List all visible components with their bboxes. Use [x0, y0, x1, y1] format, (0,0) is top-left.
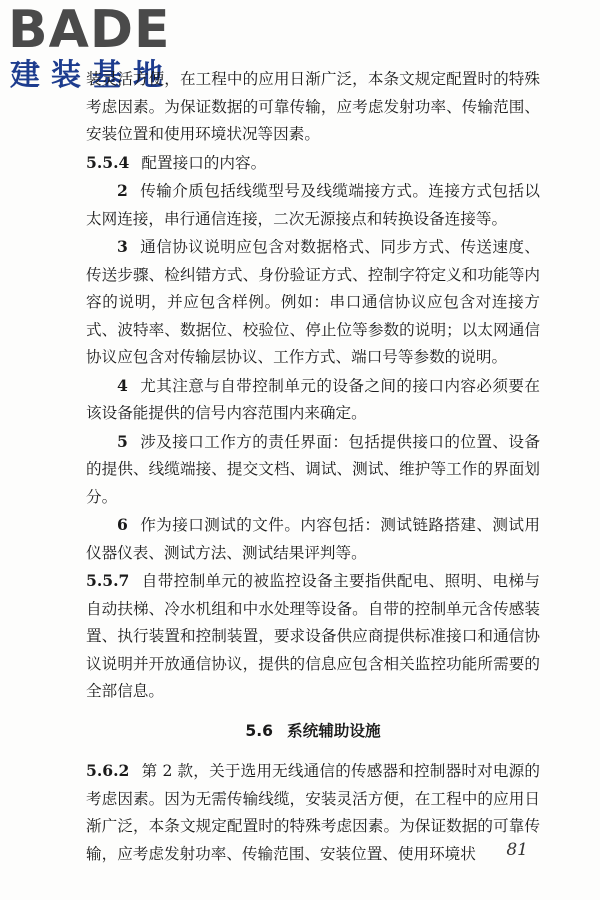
paragraph-continued: 装灵活方便，在工程中的应用日渐广泛，本条文规定配置时的特殊考虑因素。为保证数据的可靠传输，应考虑发射功率、传输范围、安装位置和使用环境状况等因素。	[86, 70, 540, 143]
item-number: 4	[117, 375, 128, 395]
item-6	[86, 511, 540, 567]
section-number: 5.6	[245, 721, 274, 740]
clause-5-5-7	[86, 567, 540, 706]
item-text: 作为接口测试的文件。内容包括：测试链路搭建、测试用仪器仪表、测试方法、测试结果评判等。	[86, 516, 540, 562]
item-4	[86, 372, 540, 428]
clause-text: 配置接口的内容。	[141, 153, 267, 172]
item-number: 5	[117, 431, 128, 451]
body-text	[86, 66, 540, 868]
clause-number: 5.5.7	[86, 571, 130, 590]
item-text: 涉及接口工作方的责任界面：包括提供接口的位置、设备的提供、线缆端接、提交文档、调试、测试、维护等工作的界面划分。	[86, 432, 540, 506]
logo-subtitle: 建装基地	[10, 58, 174, 93]
clause-text: 第 2 款，关于选用无线通信的传感器和控制器时对电源的考虑因素。因为无需传输线缆，安装灵活方便，在工程中的应用日渐广泛，本条文规定配置时的特殊考虑因素。为保证数据的可靠传输，应考虑发射功率、传输范围、安装位置、使用环境状	[86, 762, 540, 863]
section-heading	[86, 718, 540, 746]
clause-5-6-2	[86, 757, 540, 868]
item-3	[86, 233, 540, 372]
clause-number: 5.5.4	[86, 152, 130, 172]
item-number: 3	[117, 237, 128, 256]
item-2	[86, 177, 540, 233]
item-text: 通信协议说明应包含对数据格式、同步方式、传送速度、传送步骤、检纠错方式、身份验证方式、控制字符定义和功能等内容的说明，并应包含样例。例如：串口通信协议应包含对连接方式、波特率、数据位、校验位、停止位等参数的说明；以太网通信协议应包含对传输层协议、工作方式、端口号等参数的说明。	[86, 238, 540, 366]
item-number: 6	[117, 515, 128, 534]
clause-number: 5.6.2	[86, 761, 130, 780]
page-number: 81	[506, 840, 528, 860]
item-text: 尤其注意与自带控制单元的设备之间的接口内容必须要在该设备能提供的信号内容范围内来确定。	[86, 376, 540, 422]
clause-text: 自带控制单元的被监控设备主要指供配电、照明、电梯与自动扶梯、冷水机组和中水处理等设备。自带的控制单元含传感装置、执行装置和控制装置，要求设备供应商提供标准接口和通信协议说明并开放通信协议，提供的信息应包含相关监控功能所需要的全部信息。	[86, 572, 540, 700]
logo-word: BADE	[8, 0, 171, 60]
item-5	[86, 428, 540, 512]
clause-5-5-4	[86, 149, 540, 178]
item-text: 传输介质包括线缆型号及线缆端接方式。连接方式包括以太网连接，串行通信连接，二次无源接点和转换设备连接等。	[86, 182, 540, 228]
item-number: 2	[117, 181, 128, 200]
section-title: 系统辅助设施	[287, 721, 381, 740]
